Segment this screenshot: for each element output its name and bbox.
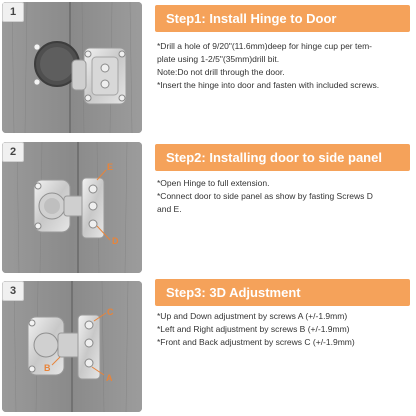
- step-2-description: [157, 177, 411, 216]
- step-2-section: [0, 140, 416, 275]
- step-3-photo: [2, 281, 142, 412]
- step-2-line: *Connect door to side panel as show by fasting Screws D: [157, 191, 373, 201]
- step-2-title: Step2: Installing door to side panel: [166, 150, 382, 165]
- step-1-line: plate using 1-2/5"(35mm)drill bit.: [157, 54, 280, 64]
- step-1-line: *Drill a hole of 9/20"(11.6mm)deep for hinge cup per tem-: [157, 41, 372, 51]
- step-2-number-badge: 2: [2, 142, 24, 162]
- screw-label-c: C: [107, 307, 114, 317]
- step-1-description: [157, 40, 411, 92]
- screw-label-d: D: [112, 236, 119, 246]
- step-2-title-banner: [155, 144, 410, 171]
- step-3-description: [157, 310, 411, 349]
- step-3-title-banner: [155, 279, 410, 306]
- step-1-number-badge: 1: [2, 2, 24, 22]
- step-3-line: *Up and Down adjustment by screws A (+/-1.9mm): [157, 311, 348, 321]
- step-2-line: and E.: [157, 204, 182, 214]
- step-1-section: [0, 0, 416, 135]
- step-1-line: *Insert the hinge into door and fasten with included screws.: [157, 80, 380, 90]
- screw-label-b: B: [44, 363, 51, 373]
- step-1-title: Step1: Install Hinge to Door: [166, 11, 337, 26]
- step-1-photo: [2, 2, 142, 133]
- step-3-number-badge: 3: [2, 281, 24, 301]
- step-3-line: *Front and Back adjustment by screws C (+/-1.9mm): [157, 337, 355, 347]
- screw-label-a: A: [106, 373, 113, 383]
- step-1-line: Note:Do not drill through the door.: [157, 67, 285, 77]
- step-2-photo: [2, 142, 142, 273]
- screw-label-e: E: [107, 162, 114, 172]
- step-1-title-banner: [155, 5, 410, 32]
- step-2-line: *Open Hinge to full extension.: [157, 178, 270, 188]
- step-3-title: Step3: 3D Adjustment: [166, 285, 301, 300]
- step-3-section: [0, 279, 416, 414]
- step-3-line: *Left and Right adjustment by screws B (+/-1.9mm): [157, 324, 350, 334]
- adjusted-hinge-icon: [28, 315, 100, 379]
